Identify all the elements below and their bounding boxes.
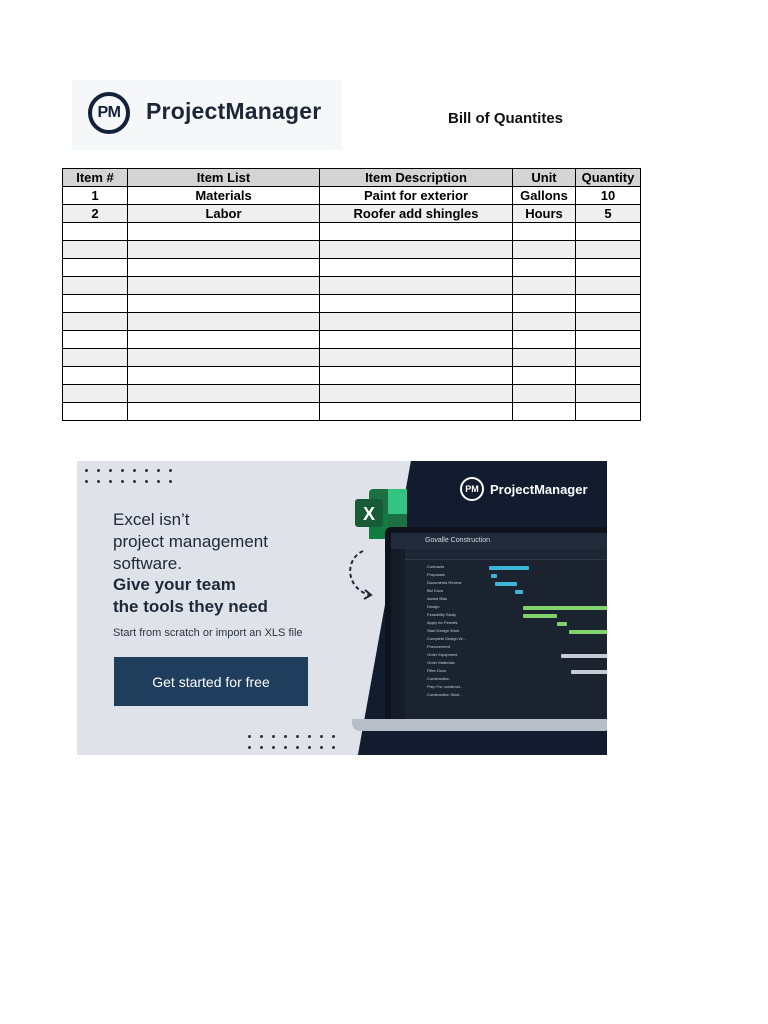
table-cell: Roofer add shingles xyxy=(320,205,513,223)
table-cell xyxy=(576,313,641,331)
table-header-row xyxy=(63,169,641,187)
table-row xyxy=(63,277,641,295)
gantt-bar xyxy=(489,566,529,570)
dot xyxy=(121,480,124,483)
table-cell xyxy=(576,241,641,259)
dot xyxy=(320,746,323,749)
dot xyxy=(332,746,335,749)
gantt-bar xyxy=(491,574,497,578)
table-cell xyxy=(576,403,641,421)
screen-task-row: Contracts xyxy=(427,564,445,569)
projectmanager-logo xyxy=(72,80,342,150)
banner-headline-3: software. xyxy=(113,554,182,573)
table-cell: Materials xyxy=(128,187,320,205)
dot xyxy=(85,469,88,472)
table-cell xyxy=(128,277,320,295)
dot xyxy=(157,480,160,483)
gantt-bar xyxy=(571,670,607,674)
table-cell: 2 xyxy=(63,205,128,223)
dot xyxy=(272,735,275,738)
screen-task-row: Proposals xyxy=(427,572,445,577)
table-cell xyxy=(128,385,320,403)
table-cell xyxy=(128,241,320,259)
banner-headline-2: project management xyxy=(113,532,268,551)
screen-task-row: Apply for Permits xyxy=(427,620,458,625)
table-cell xyxy=(63,403,128,421)
table-cell xyxy=(63,259,128,277)
dot xyxy=(145,469,148,472)
table-cell xyxy=(63,295,128,313)
gantt-bar xyxy=(515,590,523,594)
dot xyxy=(284,746,287,749)
table-cell xyxy=(63,223,128,241)
dot xyxy=(332,735,335,738)
dot xyxy=(97,469,100,472)
screen-task-row: Bid Docs xyxy=(427,588,444,593)
table-cell xyxy=(576,367,641,385)
dot xyxy=(248,746,251,749)
table-cell xyxy=(128,223,320,241)
table-cell xyxy=(576,223,641,241)
decorative-dots-top xyxy=(85,469,172,483)
dot xyxy=(85,480,88,483)
screen-task-row: Feasibility Study xyxy=(427,612,457,617)
column-header-item-number: Item # xyxy=(63,169,128,187)
table-cell xyxy=(63,241,128,259)
table-cell xyxy=(320,295,513,313)
dot xyxy=(248,735,251,738)
table-cell xyxy=(513,385,576,403)
table-cell xyxy=(320,223,513,241)
dot xyxy=(133,469,136,472)
table-cell xyxy=(513,313,576,331)
dot xyxy=(296,746,299,749)
table-cell xyxy=(513,277,576,295)
dot xyxy=(109,480,112,483)
table-cell xyxy=(576,349,641,367)
screen-task-row: Order Equipment xyxy=(427,652,458,657)
dot xyxy=(157,469,160,472)
table-row xyxy=(63,205,641,223)
dot xyxy=(320,735,323,738)
table-row xyxy=(63,223,641,241)
banner-headline-1: Excel isn’t xyxy=(113,510,190,529)
laptop-mockup xyxy=(385,527,607,729)
dot xyxy=(260,735,263,738)
column-header-item-list: Item List xyxy=(128,169,320,187)
laptop-base xyxy=(352,719,607,731)
table-cell xyxy=(513,367,576,385)
banner-headline-4: Give your team xyxy=(113,575,236,594)
logo-wordmark: ProjectManager xyxy=(146,98,322,124)
table-cell xyxy=(63,331,128,349)
screen-task-row: Complete Design W... xyxy=(427,636,466,641)
dot xyxy=(121,469,124,472)
table-cell xyxy=(576,277,641,295)
table-cell xyxy=(513,241,576,259)
promo-banner[interactable] xyxy=(77,461,607,755)
column-header-item-description: Item Description xyxy=(320,169,513,187)
get-started-button[interactable]: Get started for free xyxy=(114,657,308,706)
dot xyxy=(284,735,287,738)
table-cell xyxy=(320,331,513,349)
page-title: Bill of Quantites xyxy=(448,110,564,127)
table-cell xyxy=(576,259,641,277)
table-cell: Hours xyxy=(513,205,576,223)
dot xyxy=(109,469,112,472)
screen-toolbar xyxy=(391,549,607,560)
table-cell xyxy=(128,331,320,349)
screen-task-row: Documents Review xyxy=(427,580,462,585)
table-cell: 5 xyxy=(576,205,641,223)
pm-logo-icon: PM xyxy=(460,477,484,501)
table-cell xyxy=(128,367,320,385)
table-cell xyxy=(513,403,576,421)
screen-task-row: Start Design Work xyxy=(427,628,460,633)
table-cell xyxy=(320,367,513,385)
table-row xyxy=(63,241,641,259)
dot xyxy=(308,746,311,749)
table-row xyxy=(63,367,641,385)
banner-subtext: Start from scratch or import an XLS file xyxy=(113,627,303,639)
screen-task-row: Award Bids xyxy=(427,596,448,601)
table-cell: Paint for exterior xyxy=(320,187,513,205)
screen-task-list xyxy=(407,563,483,699)
gantt-bar xyxy=(523,606,607,610)
table-cell xyxy=(320,403,513,421)
screen-task-row: Filter Docs xyxy=(427,668,447,673)
column-header-unit: Unit xyxy=(513,169,576,187)
table-row xyxy=(63,295,641,313)
screen-sidebar xyxy=(391,549,405,725)
excel-letter: X xyxy=(362,504,376,524)
table-cell xyxy=(320,385,513,403)
dot xyxy=(169,480,172,483)
screen-task-row: Construction Start... xyxy=(427,692,463,697)
table-cell xyxy=(63,277,128,295)
gantt-bar xyxy=(569,630,607,634)
table-cell xyxy=(128,403,320,421)
dot xyxy=(97,480,100,483)
table-cell xyxy=(63,385,128,403)
gantt-bar xyxy=(495,582,517,586)
table-row xyxy=(63,331,641,349)
banner-brand xyxy=(460,477,588,501)
table-cell xyxy=(576,331,641,349)
decorative-dots-bottom xyxy=(248,735,335,749)
table-cell xyxy=(63,349,128,367)
table-cell xyxy=(513,259,576,277)
table-cell: 1 xyxy=(63,187,128,205)
table-cell xyxy=(128,295,320,313)
table-cell xyxy=(320,313,513,331)
pm-logo-icon: PM xyxy=(88,92,130,134)
table-cell xyxy=(513,295,576,313)
table-cell: Labor xyxy=(128,205,320,223)
table-cell xyxy=(128,259,320,277)
table-row xyxy=(63,187,641,205)
table-cell xyxy=(320,259,513,277)
table-cell xyxy=(128,313,320,331)
bill-of-quantities-table xyxy=(62,168,641,421)
dot xyxy=(296,735,299,738)
dot xyxy=(260,746,263,749)
table-cell xyxy=(513,223,576,241)
table-cell: Gallons xyxy=(513,187,576,205)
table-cell xyxy=(63,367,128,385)
screen-task-row: Procurement xyxy=(427,644,450,649)
table-cell xyxy=(576,385,641,403)
table-cell xyxy=(320,277,513,295)
dot xyxy=(169,469,172,472)
table-cell xyxy=(513,331,576,349)
screen-task-row: Construction xyxy=(427,676,450,681)
table-cell: 10 xyxy=(576,187,641,205)
screen-task-row: Prep For construct... xyxy=(427,684,464,689)
curved-arrow-icon xyxy=(343,547,383,605)
table-row xyxy=(63,385,641,403)
banner-headline-5: the tools they need xyxy=(113,597,268,616)
dot xyxy=(308,735,311,738)
table-cell xyxy=(320,241,513,259)
table-cell xyxy=(320,349,513,367)
table-cell xyxy=(513,349,576,367)
screen-title: Govalle Construction xyxy=(391,533,607,549)
gantt-bar xyxy=(561,654,607,658)
banner-brand-name: ProjectManager xyxy=(490,481,588,497)
screen-task-row: Design xyxy=(427,604,440,609)
gantt-bar xyxy=(557,622,567,626)
table-cell xyxy=(128,349,320,367)
table-row xyxy=(63,259,641,277)
screen-task-row: Order Materials xyxy=(427,660,455,665)
table-row xyxy=(63,349,641,367)
table-row xyxy=(63,313,641,331)
column-header-quantity: Quantity xyxy=(576,169,641,187)
table-cell xyxy=(63,313,128,331)
gantt-screenshot xyxy=(391,533,607,725)
table-cell xyxy=(576,295,641,313)
dot xyxy=(145,480,148,483)
dot xyxy=(272,746,275,749)
gantt-bar xyxy=(523,614,557,618)
dot xyxy=(133,480,136,483)
table-row xyxy=(63,403,641,421)
